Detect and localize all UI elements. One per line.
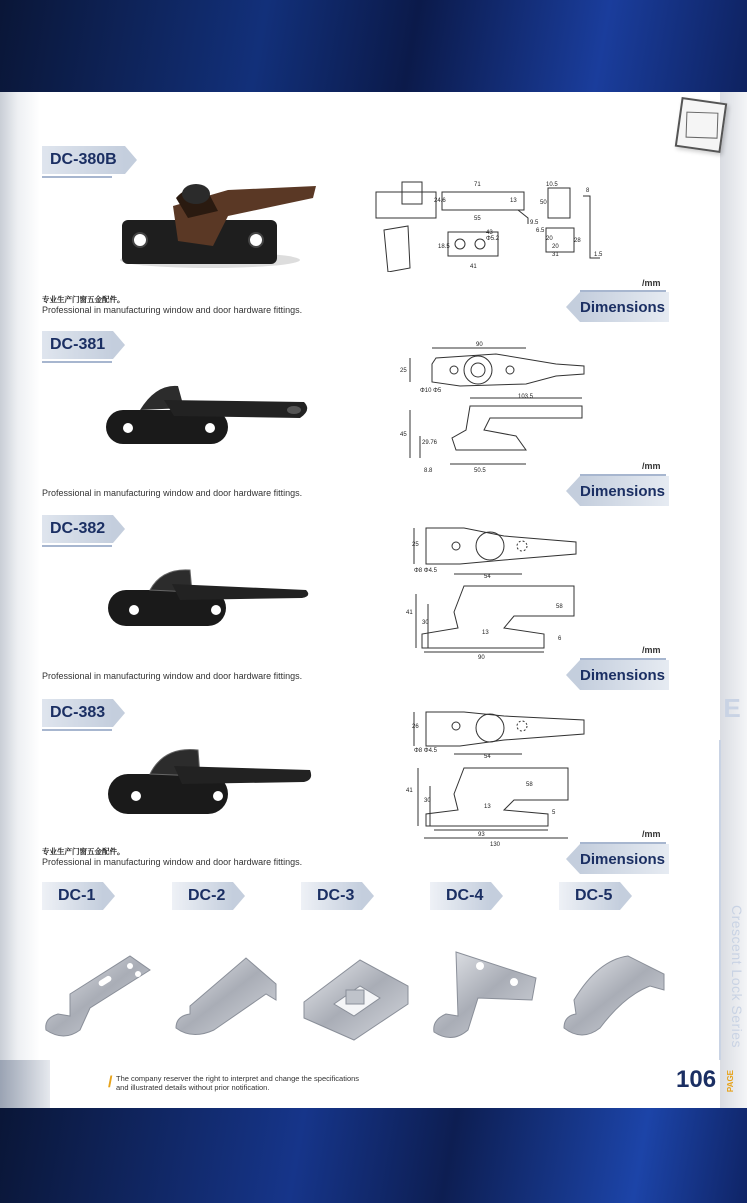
series-title: Crescent Lock Series bbox=[729, 905, 745, 1049]
svg-text:28: 28 bbox=[574, 238, 581, 244]
svg-text:41: 41 bbox=[406, 610, 413, 616]
dimensions-banner: Dimensions bbox=[566, 660, 666, 690]
svg-text:1.5: 1.5 bbox=[594, 252, 603, 258]
model-label: DC-381 bbox=[42, 331, 113, 359]
dimensions-banner: Dimensions bbox=[566, 292, 666, 322]
model-tag bbox=[42, 331, 125, 359]
dimensions-banner: Dimensions bbox=[566, 844, 666, 874]
svg-text:20: 20 bbox=[552, 244, 559, 250]
svg-text:26: 26 bbox=[412, 724, 419, 730]
svg-text:Φ8 Φ4.5: Φ8 Φ4.5 bbox=[414, 748, 437, 754]
unit-label: /mm bbox=[642, 461, 661, 471]
dc-382-product-image bbox=[106, 566, 314, 632]
tagline: 专业生产门窗五金配件。 Professional in manufacturing window and door hardware fittings. bbox=[42, 847, 303, 867]
svg-text:41: 41 bbox=[406, 788, 413, 794]
svg-text:54: 54 bbox=[484, 754, 491, 760]
model-tag-dc-4: DC-4 bbox=[430, 882, 503, 910]
model-label: DC-383 bbox=[42, 699, 113, 727]
svg-text:5: 5 bbox=[552, 810, 556, 816]
svg-text:90: 90 bbox=[478, 655, 485, 661]
svg-text:24.6: 24.6 bbox=[434, 198, 446, 204]
svg-text:103.5: 103.5 bbox=[518, 394, 534, 400]
sidebar-line bbox=[719, 740, 721, 1060]
dc-382-dimension-drawing bbox=[404, 524, 584, 662]
model-tag bbox=[42, 699, 125, 727]
dc-381-dimension-drawing bbox=[396, 340, 591, 476]
dc-2-keeper-image bbox=[170, 954, 282, 1040]
dc-383-product-image bbox=[106, 744, 314, 820]
svg-text:50: 50 bbox=[540, 200, 547, 206]
document-corner-icon bbox=[675, 97, 728, 153]
svg-text:25: 25 bbox=[400, 368, 407, 374]
bottom-background bbox=[0, 1108, 747, 1203]
svg-text:13: 13 bbox=[510, 198, 517, 204]
svg-text:6.5: 6.5 bbox=[536, 228, 545, 234]
svg-text:18.5: 18.5 bbox=[438, 244, 450, 250]
unit-label: /mm bbox=[642, 278, 661, 288]
svg-text:41: 41 bbox=[470, 264, 477, 270]
svg-text:54: 54 bbox=[484, 574, 491, 580]
svg-text:20: 20 bbox=[546, 236, 553, 242]
dc-383-dimension-drawing bbox=[404, 706, 588, 848]
svg-text:30: 30 bbox=[422, 620, 429, 626]
svg-text:13: 13 bbox=[484, 804, 491, 810]
svg-text:9.5: 9.5 bbox=[530, 220, 539, 226]
svg-text:45: 45 bbox=[400, 432, 407, 438]
svg-text:93: 93 bbox=[478, 832, 485, 838]
top-background bbox=[0, 0, 747, 92]
svg-text:8: 8 bbox=[586, 188, 590, 194]
svg-text:71: 71 bbox=[474, 182, 481, 188]
svg-text:8.8: 8.8 bbox=[424, 468, 433, 474]
tagline: Professional in manufacturing window and door hardware fittings. bbox=[42, 488, 303, 498]
page-number: 106 bbox=[676, 1066, 717, 1093]
svg-text:31: 31 bbox=[552, 252, 559, 258]
svg-text:43: 43 bbox=[486, 230, 493, 236]
svg-text:58: 58 bbox=[526, 782, 533, 788]
footer-note: The company reserver the right to interpret and change the specifications and illustrated details without prior notification. bbox=[116, 1074, 360, 1092]
dc-381-product-image bbox=[104, 380, 314, 450]
svg-text:55: 55 bbox=[474, 216, 481, 222]
page-word: PAGE bbox=[726, 1070, 735, 1093]
svg-text:90: 90 bbox=[476, 342, 483, 348]
dc-1-keeper-image bbox=[40, 950, 152, 1042]
side-strip bbox=[688, 180, 720, 1070]
model-tag bbox=[42, 146, 137, 174]
dc-3-keeper-image bbox=[298, 956, 412, 1042]
model-tag-dc-3: DC-3 bbox=[301, 882, 374, 910]
svg-text:25: 25 bbox=[412, 542, 419, 548]
svg-text:50.5: 50.5 bbox=[474, 468, 486, 474]
svg-text:6: 6 bbox=[558, 636, 562, 642]
model-tag-dc-5: DC-5 bbox=[559, 882, 632, 910]
svg-text:Φ10 Φ5: Φ10 Φ5 bbox=[420, 388, 442, 394]
dc-380b-dimension-drawing bbox=[368, 178, 603, 272]
dc-380b-product-image bbox=[118, 176, 323, 272]
model-label: DC-380B bbox=[42, 146, 125, 174]
model-label: DC-382 bbox=[42, 515, 113, 543]
model-tag bbox=[42, 515, 125, 543]
svg-text:13: 13 bbox=[482, 630, 489, 636]
model-tag-dc-2: DC-2 bbox=[172, 882, 245, 910]
svg-text:29.76: 29.76 bbox=[422, 440, 438, 446]
model-tag-dc-1: DC-1 bbox=[42, 882, 115, 910]
tagline: Professional in manufacturing window and door hardware fittings. bbox=[42, 671, 303, 681]
svg-text:30: 30 bbox=[424, 798, 431, 804]
chinese-note: 专业生产门窗五金配件。 bbox=[42, 295, 125, 304]
tagline: 专业生产门窗五金配件。 Professional in manufacturing window and door hardware fittings. bbox=[42, 295, 303, 315]
dc-4-keeper-image bbox=[428, 948, 540, 1044]
svg-text:Φ8 Φ4.5: Φ8 Φ4.5 bbox=[414, 568, 437, 574]
svg-text:58: 58 bbox=[556, 604, 563, 610]
section-letter: E bbox=[723, 693, 741, 723]
dc-5-keeper-image bbox=[558, 950, 670, 1042]
svg-text:130: 130 bbox=[490, 842, 501, 848]
svg-text:Φ5.2: Φ5.2 bbox=[486, 236, 500, 242]
dimensions-banner: Dimensions bbox=[566, 476, 666, 506]
footer-slash-icon: / bbox=[108, 1074, 113, 1091]
spine-shadow bbox=[0, 1060, 50, 1108]
chinese-note: 专业生产门窗五金配件。 bbox=[42, 847, 125, 856]
svg-text:10.5: 10.5 bbox=[546, 182, 558, 188]
unit-label: /mm bbox=[642, 645, 661, 655]
unit-label: /mm bbox=[642, 829, 661, 839]
